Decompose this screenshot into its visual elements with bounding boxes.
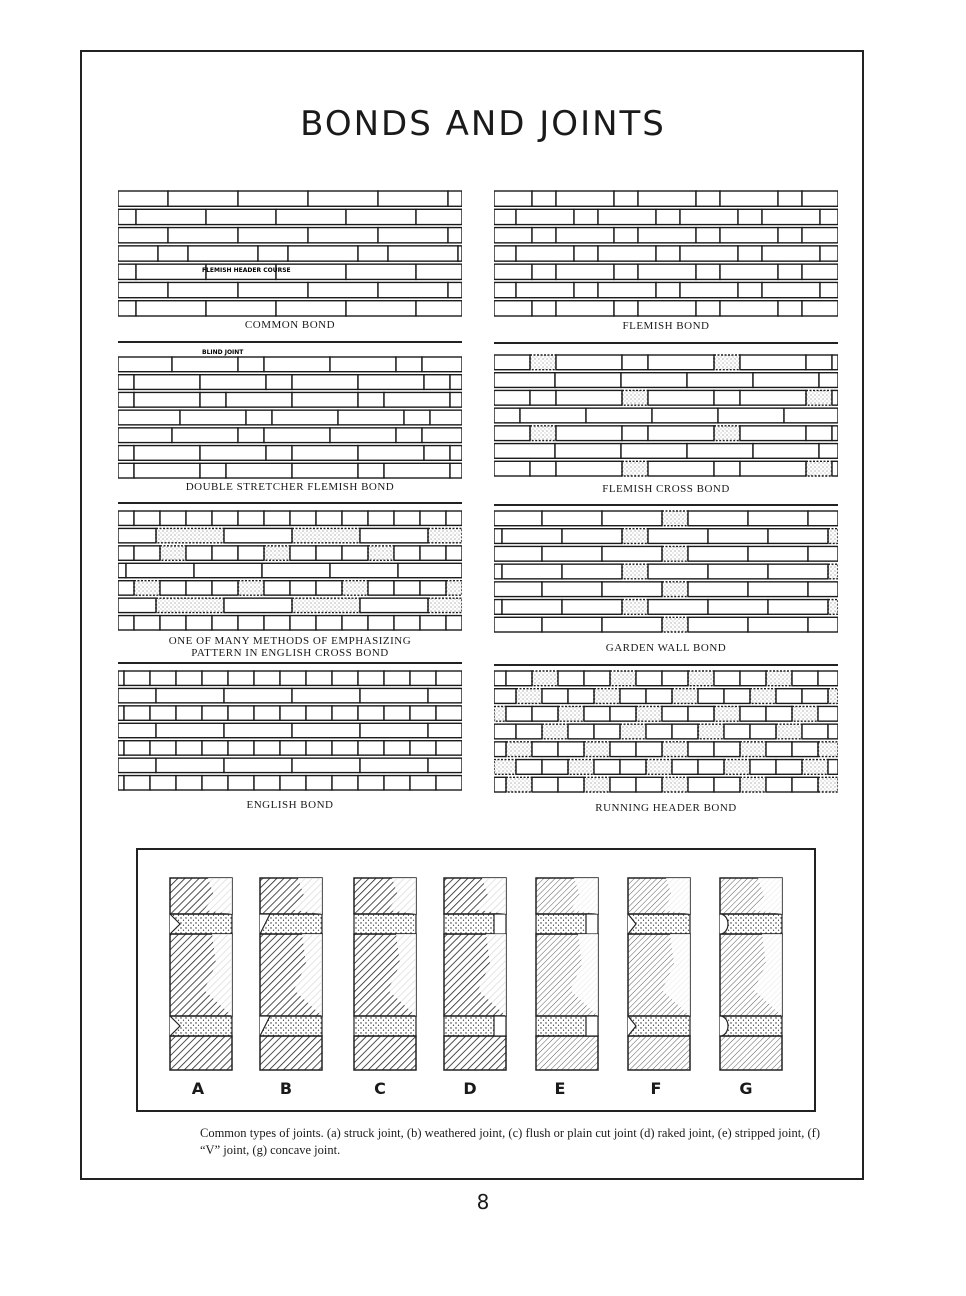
page-title: BONDS AND JOINTS [300, 104, 666, 144]
rule-row1-left [118, 341, 462, 343]
rule-row2-right [494, 504, 838, 506]
joint-profile-2 [354, 878, 416, 1070]
joint-letter-e: E [554, 1079, 566, 1098]
english-cross-bond-drawing [118, 510, 462, 632]
flemish-cross-bond-caption: FLEMISH CROSS BOND [602, 483, 730, 495]
flemish-header-course-label [200, 262, 370, 276]
english-cross-caption-line1: ONE OF MANY METHODS OF EMPHASIZING [168, 635, 412, 647]
joint-letter-a: A [191, 1079, 205, 1098]
joint-profile-0 [170, 878, 232, 1070]
page-number: 8 [476, 1190, 490, 1214]
rule-row1-right [494, 342, 838, 344]
joint-profile-3 [444, 878, 506, 1070]
rule-row3-left [118, 662, 462, 664]
joint-profile-5 [628, 878, 690, 1070]
joint-letter-d: D [463, 1079, 477, 1098]
joint-profile-1 [260, 878, 322, 1070]
joint-letter-b: B [279, 1079, 293, 1098]
english-cross-bond-caption [118, 635, 462, 659]
flemish-header-course-text: FLEMISH HEADER COURSE [202, 267, 291, 274]
common-bond-caption: COMMON BOND [244, 319, 336, 331]
garden-wall-bond-drawing [494, 510, 838, 634]
rule-row3-right [494, 664, 838, 666]
running-header-bond-drawing [494, 670, 838, 794]
english-cross-caption-line2: PATTERN IN ENGLISH CROSS BOND [191, 647, 389, 659]
joint-profile-6 [720, 878, 782, 1070]
flemish-bond-drawing [494, 190, 838, 318]
joint-profile-4 [536, 878, 598, 1070]
english-bond-drawing [118, 670, 462, 792]
double-stretcher-flemish-bond-caption: DOUBLE STRETCHER FLEMISH BOND [185, 481, 395, 493]
joint-letter-c: C [374, 1079, 386, 1098]
blind-joint-label [200, 346, 280, 356]
blind-joint-text: BLIND JOINT [202, 349, 244, 356]
joint-letter-f: F [650, 1079, 662, 1098]
english-bond-caption: ENGLISH BOND [246, 799, 334, 811]
joint-letter-g: G [739, 1079, 753, 1098]
garden-wall-bond-caption: GARDEN WALL BOND [605, 642, 727, 654]
rule-row2-left [118, 502, 462, 504]
flemish-cross-bond-drawing [494, 354, 838, 478]
flemish-bond-caption: FLEMISH BOND [622, 320, 710, 332]
common-bond-drawing [118, 190, 462, 318]
joint-profiles-drawing [140, 852, 812, 1082]
running-header-bond-caption: RUNNING HEADER BOND [595, 802, 737, 814]
double-stretcher-flemish-bond-drawing [118, 356, 462, 480]
joint-types-caption: Common types of joints. (a) struck joint, (b) weathered joint, (c) flush or plain cut joint (d) raked joint, (e) stripped joint, (f) “V” joint, (g) concave joint. [200, 1126, 820, 1157]
